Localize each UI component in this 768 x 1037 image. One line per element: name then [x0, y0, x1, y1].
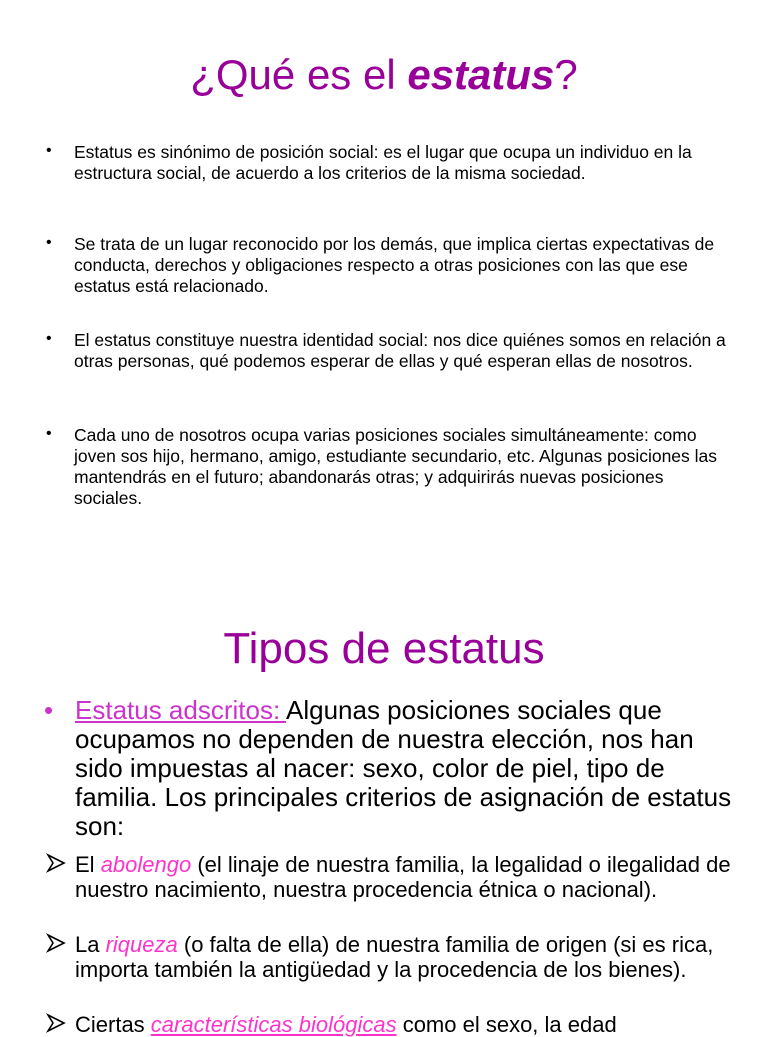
arrowhead-bullet-icon	[46, 853, 66, 873]
criteria-item-text	[75, 932, 736, 982]
ascribed-status-description: Algunas posiciones sociales que ocupamos no dependen de nuestra elección, nos han sido impuestas al nacer: sexo, color de piel, tipo de familia. Los principales criterios de asignación de estatus son:	[75, 695, 732, 841]
criteria-suffix: (el linaje de nuestra familia, la legalidad o ilegalidad de nuestro nacimiento, nuestra procedencia étnica o nacional).	[75, 852, 731, 902]
criteria-prefix: El	[75, 852, 101, 877]
title-prefix: ¿Qué es el	[190, 51, 408, 98]
slide-title	[0, 50, 768, 100]
title-suffix: ?	[554, 51, 578, 98]
ascribed-status-term: Estatus adscritos:	[75, 695, 286, 725]
list-item-text: Cada uno de nosotros ocupa varias posiciones sociales simultáneamente: como joven sos hijo, hermano, amigo, estudiante secundario, etc. Algunas posiciones las mantendrás en el futuro; abandonarás otras; y adquirirás nuevas posiciones sociales.	[74, 425, 718, 508]
criteria-item-riqueza	[46, 932, 736, 982]
slide-title: Tipos de estatus	[223, 624, 545, 673]
arrowhead-bullet-icon	[46, 933, 66, 953]
list-item	[46, 330, 726, 372]
criteria-suffix: como el sexo, la edad	[396, 1012, 617, 1037]
bullet-icon: •	[46, 425, 52, 442]
slide-status-types	[0, 560, 768, 1037]
bullet-icon: •	[44, 695, 54, 725]
criteria-suffix: (o falta de ella) de nuestra familia de origen (si es rica, importa también la antigüedad y la procedencia de los bienes).	[75, 932, 714, 982]
title-emphasis: estatus	[407, 51, 555, 98]
bullet-icon: •	[46, 234, 52, 251]
bullet-icon: •	[46, 142, 52, 159]
ascribed-status-item	[44, 696, 734, 841]
criteria-term: riqueza	[105, 932, 178, 957]
list-item	[46, 234, 726, 297]
ascribed-status-text	[75, 696, 734, 841]
criteria-item-text	[75, 1012, 736, 1037]
criteria-prefix: La	[75, 932, 106, 957]
list-item-text: El estatus constituye nuestra identidad social: nos dice quiénes somos en relación a otras personas, qué podemos esperar de ellas y qué esperan ellas de nosotros.	[74, 330, 726, 371]
criteria-term: características biológicas	[150, 1012, 397, 1037]
criteria-item-text	[75, 852, 736, 902]
criteria-term: abolengo	[100, 852, 192, 877]
list-item-text: Se trata de un lugar reconocido por los demás, que implica ciertas expectativas de conducta, derechos y obligaciones respecto a otras posiciones con las que ese estatus está relacionado.	[74, 234, 715, 296]
criteria-item-abolengo	[46, 852, 736, 902]
list-item	[46, 142, 726, 184]
criteria-item-biologicas	[46, 1012, 736, 1037]
list-item	[46, 425, 726, 509]
bullet-icon: •	[46, 330, 52, 347]
list-item-text: Estatus es sinónimo de posición social: es el lugar que ocupa un individuo en la estructura social, de acuerdo a los criterios de la misma sociedad.	[74, 142, 692, 183]
criteria-prefix: Ciertas	[75, 1012, 151, 1037]
arrowhead-bullet-icon	[46, 1013, 66, 1033]
